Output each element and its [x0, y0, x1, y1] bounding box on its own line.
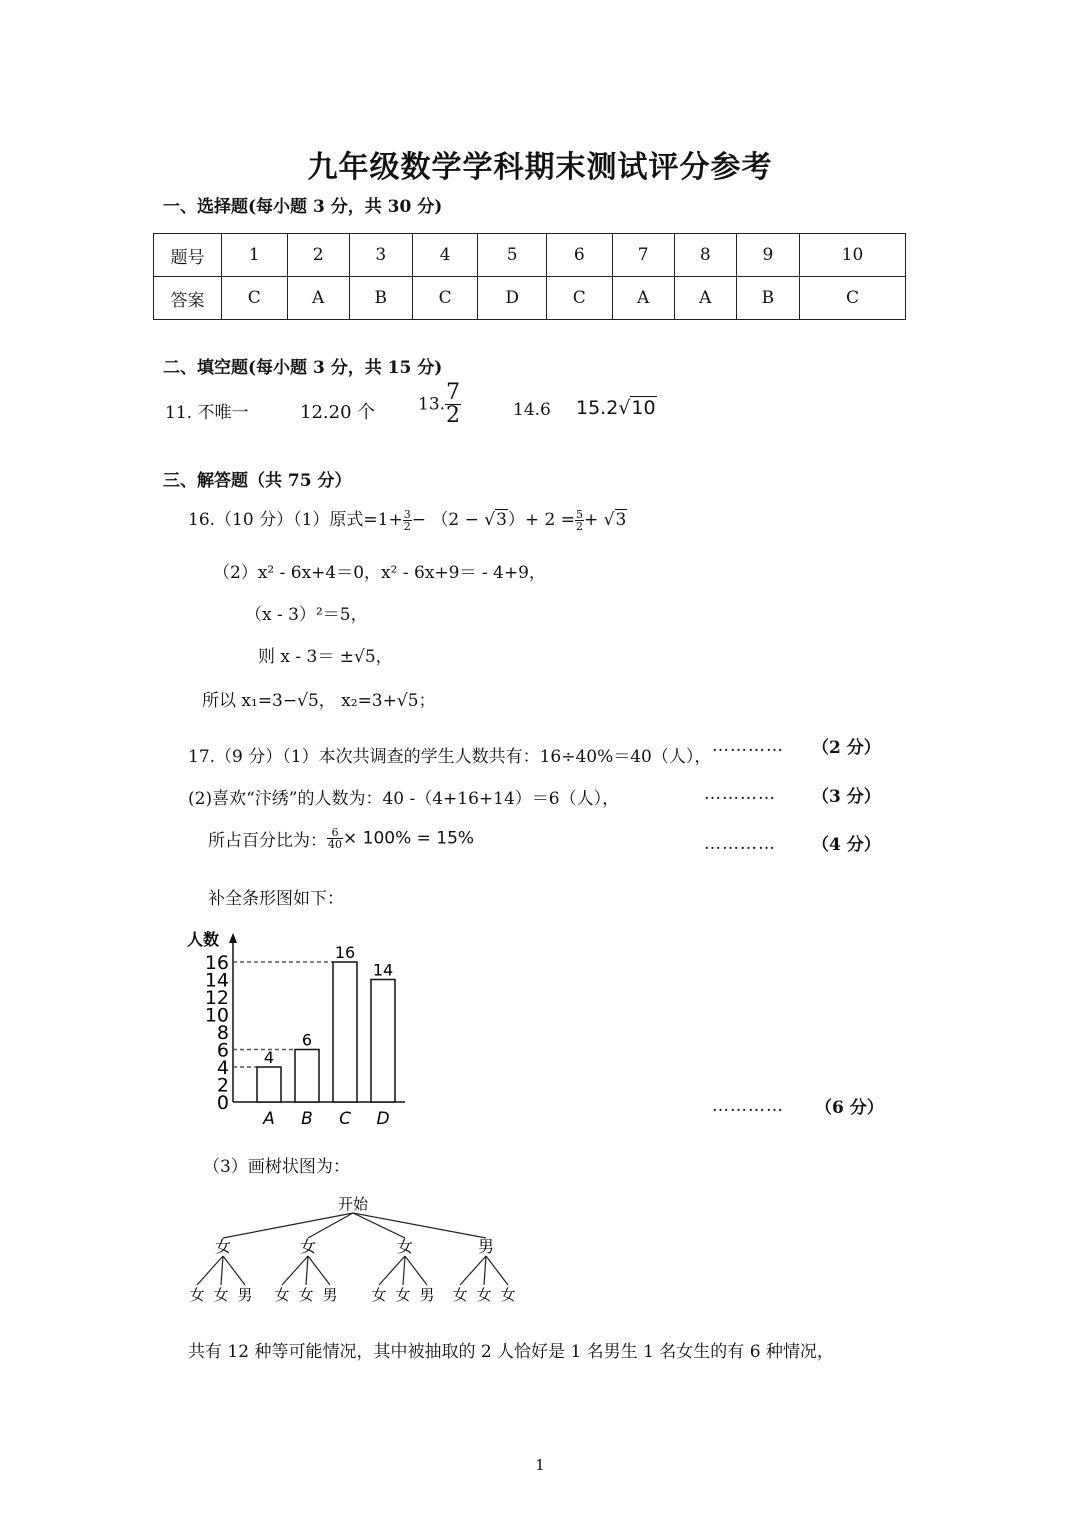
- tree-branch: [486, 1256, 508, 1285]
- answer-table: [153, 233, 906, 320]
- q16-text-b: − （2 − √: [411, 510, 496, 530]
- answer-13-fraction: [445, 382, 461, 427]
- tree-level2-label: 女: [371, 1286, 387, 1304]
- q17-line2-dots: …………: [704, 784, 776, 804]
- bar-data-label: 6: [301, 1030, 313, 1050]
- section1-heading: 一、选择题(每小题 3 分，共 30 分): [163, 197, 443, 217]
- chart-dots: …………: [712, 1096, 784, 1116]
- bar: [333, 962, 357, 1102]
- q17-line3-score: （4 分）: [812, 835, 881, 855]
- row-label-answer: 答案: [154, 277, 222, 320]
- tree-branch: [405, 1256, 427, 1285]
- q-number: 9: [736, 234, 799, 277]
- q17-line3: [208, 826, 474, 851]
- tree-level2-label: 女: [500, 1286, 516, 1304]
- q17-fraction: [327, 827, 343, 850]
- tree-level1-label: 女: [396, 1237, 414, 1256]
- q16-radicand-2: 3: [615, 510, 627, 530]
- tree-level1-label: 女: [214, 1237, 232, 1256]
- tree-diagram: [183, 1188, 528, 1313]
- x-tick-label: C: [339, 1109, 351, 1129]
- row-label-question: 题号: [154, 234, 222, 277]
- tree-branch: [460, 1256, 486, 1285]
- tree-level2-label: 女: [452, 1286, 468, 1304]
- q-number: 7: [612, 234, 674, 277]
- q16-part2-line4: 所以 x₁=3−√5， x₂=3+√5；: [202, 691, 436, 711]
- bar-data-label: 14: [372, 960, 394, 980]
- answer-row: [154, 277, 906, 320]
- y-tick-label: 16: [204, 952, 229, 974]
- bar-data-label: 16: [334, 943, 356, 962]
- tree-level1-label: 女: [299, 1237, 317, 1256]
- tree-level2-label: 男: [237, 1286, 253, 1304]
- tree-level2-label: 男: [419, 1286, 435, 1304]
- q16-text-a: 16.（10 分）（1）原式=1+: [188, 510, 403, 530]
- answer-13: [418, 382, 461, 427]
- q-number: 6: [546, 234, 612, 277]
- tree-level2-label: 女: [274, 1286, 290, 1304]
- x-tick-label: D: [376, 1109, 390, 1129]
- fraction-numerator: 3: [403, 508, 411, 521]
- answer-13-prefix: 13.: [418, 394, 446, 415]
- answer-cell: B: [349, 277, 412, 320]
- q17-line2-score: （3 分）: [812, 787, 881, 807]
- bar-chart: [185, 925, 415, 1135]
- q16-fraction-1: [403, 509, 412, 532]
- x-tick-label: A: [263, 1109, 275, 1129]
- q17-line1: 17.（9 分）（1）本次共调查的学生人数共有：16÷40%＝40（人），: [188, 747, 712, 767]
- tree-branch: [221, 1256, 223, 1285]
- answer-12: 12.20 个: [300, 402, 376, 423]
- q16-text-c: ）+ 2 =: [507, 510, 576, 530]
- tree-branch: [223, 1256, 245, 1285]
- q-number: 5: [478, 234, 547, 277]
- q16-radicand-1: 3: [496, 510, 507, 530]
- q-number: 4: [412, 234, 478, 277]
- tree-level2-label: 女: [189, 1286, 205, 1304]
- tree-branch: [282, 1256, 308, 1285]
- q17-line1-dots: …………: [712, 736, 784, 756]
- fraction-denominator: 2: [446, 403, 461, 428]
- tree-branch: [353, 1213, 405, 1238]
- answer-15: [576, 397, 657, 419]
- answer-11: 11. 不唯一: [165, 403, 249, 423]
- q17-line5: （3）画树状图为：: [203, 1157, 350, 1177]
- tree-level2-label: 女: [298, 1286, 314, 1304]
- answer-cell: C: [800, 277, 906, 320]
- y-tick-label: 0: [216, 1092, 229, 1114]
- answer-cell: A: [287, 277, 349, 320]
- sqrt-sign: √: [618, 397, 631, 419]
- y-tick-label: 12: [204, 987, 229, 1009]
- answer-15-radicand: 10: [631, 397, 656, 419]
- bar: [295, 1050, 319, 1103]
- y-tick-label: 2: [216, 1074, 229, 1097]
- q16-text-d: + √: [584, 510, 615, 530]
- section2-heading: 二、填空题(每小题 3 分，共 15 分): [163, 358, 443, 378]
- tree-level1-label: 男: [477, 1237, 495, 1256]
- q-number: 2: [287, 234, 349, 277]
- answer-cell: A: [674, 277, 736, 320]
- y-axis-arrow: [229, 933, 237, 943]
- y-tick-label: 8: [216, 1022, 229, 1044]
- tree-branch: [353, 1213, 486, 1238]
- question-number-row: [154, 234, 906, 277]
- q17-line3-text-b: × 100% = 15%: [343, 828, 475, 849]
- answer-cell: D: [478, 277, 547, 320]
- answer-cell: C: [222, 277, 288, 320]
- tree-root-label: 开始: [337, 1195, 369, 1213]
- answer-cell: C: [412, 277, 478, 320]
- y-axis-label: 人数: [187, 930, 220, 949]
- bar-data-label: 4: [263, 1048, 275, 1067]
- tree-branch: [484, 1256, 486, 1285]
- answer-cell: C: [546, 277, 612, 320]
- q-number: 1: [222, 234, 288, 277]
- y-tick-label: 14: [204, 969, 229, 992]
- tree-branch: [223, 1213, 353, 1238]
- section3-heading: 三、解答题（共 75 分）: [163, 471, 352, 491]
- q16-part1: [188, 505, 627, 532]
- q17-line2: (2)喜欢“汴绣”的人数为：40 -（4+16+14）＝6（人），: [188, 789, 620, 809]
- q17-line4: 补全条形图如下：: [208, 889, 344, 909]
- fraction-denominator: 2: [403, 520, 411, 533]
- tree-branch: [306, 1256, 308, 1285]
- answer-14: 14.6: [513, 400, 551, 420]
- y-tick-label: 4: [216, 1057, 229, 1079]
- q16-fraction-2: [575, 509, 584, 532]
- q16-part2-line2: （x - 3）²＝5，: [245, 605, 368, 625]
- tree-branch: [197, 1256, 223, 1285]
- tree-level2-label: 男: [322, 1286, 338, 1304]
- fraction-numerator: 7: [446, 380, 461, 405]
- q17-line3-dots: …………: [704, 834, 776, 854]
- q-number: 8: [674, 234, 736, 277]
- fraction-denominator: 2: [576, 520, 584, 533]
- fraction-numerator: 5: [576, 508, 584, 521]
- q16-part2-line1: （2）x² - 6x+4＝0，x² - 6x+9＝ - 4+9，: [213, 563, 546, 583]
- answer-cell: A: [612, 277, 674, 320]
- bar: [257, 1067, 281, 1102]
- q-number: 10: [800, 234, 906, 277]
- q17-line6: 共有 12 种等可能情况，其中被抽取的 2 人恰好是 1 名男生 1 名女生的有 6 种情况，: [188, 1342, 834, 1362]
- q17-line3-text-a: 所占百分比为：: [208, 831, 327, 851]
- answer-cell: B: [736, 277, 799, 320]
- tree-branch: [403, 1256, 405, 1285]
- tree-level2-label: 女: [395, 1286, 411, 1304]
- page-title: 九年级数学学科期末测试评分参考: [307, 150, 773, 185]
- y-tick-label: 6: [216, 1039, 229, 1062]
- bar: [371, 980, 395, 1103]
- y-tick-label: 10: [204, 1004, 229, 1027]
- fraction-numerator: 6: [327, 827, 343, 839]
- tree-level2-label: 女: [213, 1286, 229, 1304]
- tree-level2-label: 女: [476, 1286, 492, 1304]
- x-tick-label: B: [301, 1109, 313, 1129]
- tree-branch: [308, 1256, 330, 1285]
- page-number: 1: [535, 1456, 545, 1474]
- q-number: 3: [349, 234, 412, 277]
- fraction-denominator: 40: [328, 838, 342, 851]
- q17-line1-score: （2 分）: [812, 738, 881, 758]
- q16-part2-line3: 则 x - 3＝ ±√5，: [258, 647, 393, 667]
- answer-15-prefix: 15.2: [576, 397, 619, 419]
- tree-branch: [379, 1256, 405, 1285]
- chart-score: （6 分）: [815, 1098, 884, 1118]
